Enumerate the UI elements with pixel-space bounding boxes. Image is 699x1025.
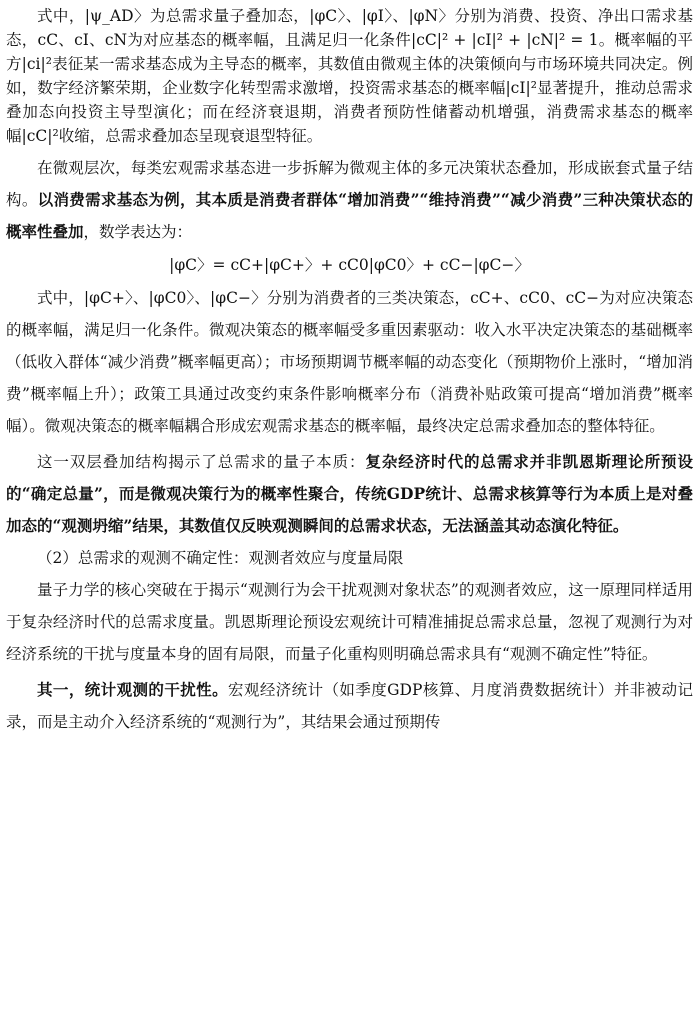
- paragraph-micro-level: [6, 152, 693, 248]
- paragraph-quantum-nature-bold: 复杂经济时代的总需求并非凯恩斯理论所预设的“确定总量”，而是微观决策行为的概率性聚合，传统GDP统计、总需求核算等行为本质上是对叠加态的“观测坍缩”结果，其数值仅反映观测瞬间的总需求状态，无法涵盖其动态演化特征。: [6, 452, 693, 535]
- paragraph-micro-level-bold: 以消费需求基态为例，其本质是消费者群体“增加消费”“维持消费”“减少消费”三种决策状态的概率性叠加: [6, 190, 693, 241]
- paragraph-statistical-interference: [6, 674, 693, 738]
- paragraph-superposition-definition: 式中，|ψ_AD〉为总需求量子叠加态，|φC〉、|φI〉、|φN〉分别为消费、投资、净出口需求基态，cC、cI、cN为对应基态的概率幅，且满足归一化条件|cC|² + |cI|² + |cN|² = 1。概率幅的平方|ci|²表征某一需求基态成为主导态的概率，其数值由微观主体的决策倾向与市场环境共同决定。例如，数字经济繁荣期，企业数字化转型需求激增，投资需求基态的概率幅|cI|²显著提升，推动总需求叠加态向投资主导型演化；而在经济衰退期，消费者预防性储蓄动机增强，消费需求基态的概率幅|cC|²收缩，总需求叠加态呈现衰退型特征。: [6, 7, 693, 145]
- paragraph-observer-effect: 量子力学的核心突破在于揭示“观测行为会干扰观测对象状态”的观测者效应，这一原理同样适用于复杂经济时代的总需求度量。凯恩斯理论预设宏观统计可精准捕捉总需求总量，忽视了观测行为对经济系统的干扰与度量本身的固有局限，而量子化重构则明确总需求具有“观测不确定性”特征。: [6, 581, 693, 663]
- paragraph-statistical-interference-bold: 其一，统计观测的干扰性。: [37, 680, 228, 699]
- paragraph-micro-level-text: 在微观层次，每类宏观需求基态进一步拆解为微观主体的多元决策状态叠加，形成嵌套式量子结构。: [6, 159, 693, 209]
- paragraph-micro-level-tail: ，数学表达为：: [83, 223, 193, 241]
- paragraph-decision-states: 式中，|φC+〉、|φC0〉、|φC−〉分别为消费者的三类决策态，cC+、cC0、cC−为对应决策态的概率幅，满足归一化条件。微观决策态的概率幅受多重因素驱动：收入水平决定决策态的基础概率（低收入群体“减少消费”概率幅更高）；市场预期调节概率幅的动态变化（预期物价上涨时，“增加消费”概率幅上升）；政策工具通过改变约束条件影响概率分布（消费补贴政策可提高“增加消费”概率幅）。微观决策态的概率幅耦合形成宏观需求基态的概率幅，最终决定总需求叠加态的整体特征。: [6, 289, 693, 435]
- paragraph-quantum-nature: [6, 446, 693, 542]
- section-subheading: （2）总需求的观测不确定性：观测者效应与度量局限: [37, 549, 404, 567]
- consumption-state-formula: |φC〉= cC+|φC+〉+ cC0|φC0〉+ cC−|φC−〉: [169, 256, 530, 274]
- paragraph-statistical-interference-text: 宏观经济统计（如季度GDP核算、月度消费数据统计）并非被动记录，而是主动介入经济系统的“观测行为”，其结果会通过预期传: [6, 681, 693, 731]
- paragraph-quantum-nature-text: 这一双层叠加结构揭示了总需求的量子本质：: [37, 453, 366, 471]
